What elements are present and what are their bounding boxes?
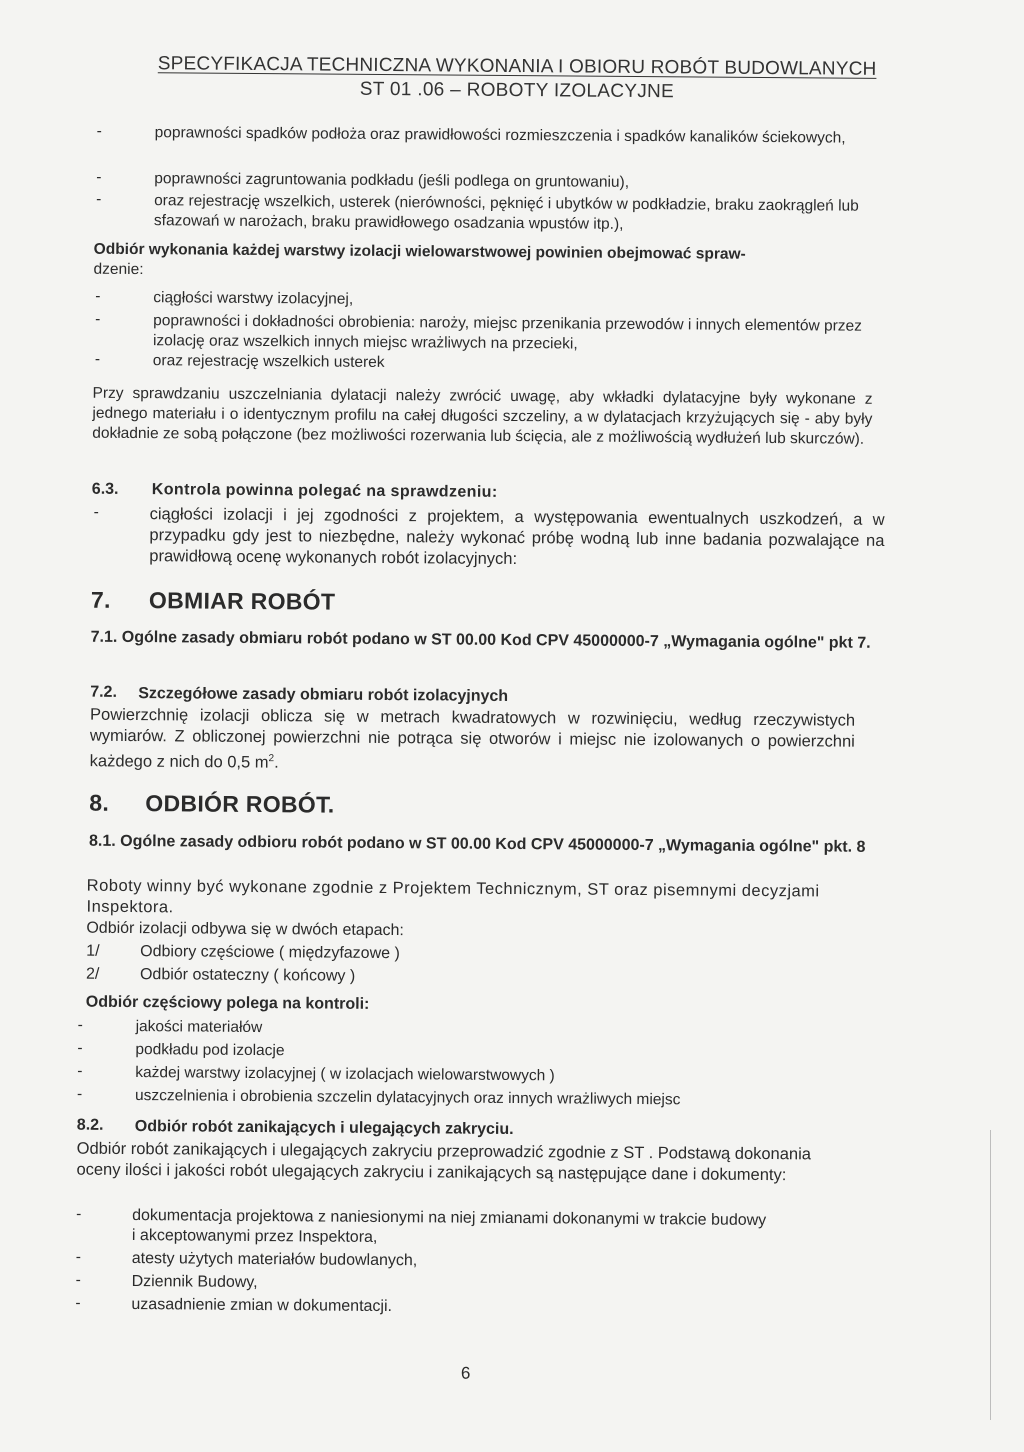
section-8-1: 8.1. Ogólne zasady odbioru robót podano w ST 00.00 Kod CPV 45000000-7 „Wymagania ogólne" pkt. 8	[88, 832, 866, 856]
list-item: jakości materiałów	[135, 1018, 263, 1037]
chapter-title: OBMIAR ROBÓT	[148, 587, 336, 615]
list-item: podkładu pod izolacje	[135, 1041, 285, 1060]
section-7-1: 7.1. Ogólne zasady obmiaru robót podano w ST 00.00 Kod CPV 45000000-7 „Wymagania ogólne" pkt 7.	[90, 628, 871, 652]
list-dash: -	[94, 350, 101, 368]
stage-label: Odbiór ostateczny ( końcowy )	[139, 966, 356, 985]
section-title: Odbiór robót zanikających i ulegających zakryciu.	[134, 1118, 514, 1139]
list-item: oraz rejestrację wszelkich usterek	[152, 352, 385, 371]
stage-label: Odbiory częściowe ( międzyfazowe )	[140, 943, 400, 963]
partial-acceptance-title: Odbiór częściowy polega na kontroli:	[85, 993, 370, 1013]
list-item: ciągłości warstwy izolacyjnej,	[153, 289, 354, 308]
list-dash: -	[75, 1294, 81, 1312]
list-dash: -	[95, 287, 101, 305]
stages-intro: Odbiór izolacji odbywa się w dwóch etapach:	[86, 919, 404, 940]
list-dash: -	[93, 503, 99, 521]
list-item: poprawności i dokładności obrobienia: naroży, miejsc przenikania przewodów i innych elementów przez izolację oraz wszelkich innych miejsc wrażliwych na przecieki,	[152, 312, 862, 353]
list-dash: -	[96, 122, 102, 140]
chapter-number: 7.	[90, 586, 111, 613]
list-item: uzasadnienie zmian w dokumentacji.	[131, 1296, 393, 1316]
spec-subtitle: ST 01 .06 – ROBOTY IZOLACYJNE	[359, 78, 675, 103]
spec-title: SPECYFIKACJA TECHNICZNA WYKONANIA I OBIORU ROBÓT BUDOWLANYCH	[157, 53, 877, 80]
list-dash: -	[96, 190, 102, 208]
list-dash: -	[77, 1062, 83, 1080]
multilayer-intro: Odbiór wykonania każdej warstwy izolacji wielowarstwowej powinien obejmować spraw- dzenie:	[93, 240, 746, 279]
stage-number: 2/	[85, 965, 100, 983]
list-item: uszczelnienia i obrobienia szczelin dylatacyjnych oraz innych wrażliwych miejsc	[135, 1087, 681, 1109]
list-item: atesty użytych materiałów budowlanych,	[131, 1250, 418, 1270]
list-dash: -	[77, 1085, 83, 1103]
concealed-works-paragraph: Odbiór robót zanikających i ulegających zakryciu przeprowadzić zgodnie z ST . Podstawą dokonania oceny ilości i jakości robót ulegających zakryciu i zanikających są następujące dane i dokumenty:	[76, 1139, 812, 1185]
section-title: Szczegółowe zasady obmiaru robót izolacyjnych	[138, 685, 509, 705]
chapter-number: 8.	[89, 789, 110, 816]
page-number: 6	[460, 1363, 471, 1383]
section-number: 7.2.	[90, 683, 117, 701]
list-dash: -	[95, 310, 101, 328]
list-item: Dziennik Budowy,	[131, 1273, 258, 1292]
list-item: dokumentacja projektowa z naniesionymi na niej zmianami dokonanymi w trakcie budowy i akceptowanymi przez Inspektora,	[131, 1207, 767, 1246]
section-title: Kontrola powinna polegać na sprawdzeniu:	[151, 481, 498, 501]
measurement-paragraph: Powierzchnię izolacji oblicza się w metrach kwadratowych w rozwinięciu, według rzeczywistych wymiarów. Z obliczonej powierzchni nie potrąca się otworów i miejsc nie izolowanych o powierzchni każdego z nich do 0,5 $m^2$.	[89, 705, 856, 772]
acceptance-paragraph: Roboty winny być wykonane zgodnie z Projektem Technicznym, ST oraz pisemnymi decyzjami Inspektora.	[86, 876, 820, 917]
scan-margin-line	[990, 1130, 991, 1420]
list-dash: -	[75, 1248, 82, 1266]
list-item: poprawności spadków podłoża oraz prawidłowości rozmieszczenia i spadków kanalików ściekowych,	[154, 124, 846, 147]
list-dash: -	[96, 168, 102, 186]
dilatation-paragraph: Przy sprawdzaniu uszczelniania dylatacji należy zwrócić uwagę, aby wkładki dylatacyjne były wykonane z jednego materiału i o identycznym profilu na całej długości szczeliny, a w dylatacjach krzyżujących się - aby były dokładnie ze sobą połączone (bez możliwości rozerwania lub ścięcia, ale z możliwością wydłużeń lub skurczów).	[92, 384, 873, 448]
chapter-title: ODBIÓR ROBÓT.	[145, 790, 335, 818]
list-dash: -	[77, 1016, 83, 1034]
list-item: każdej warstwy izolacyjnej ( w izolacjach wielowarstwowych )	[135, 1064, 555, 1085]
list-dash: -	[77, 1039, 83, 1057]
list-item: ciągłości izolacji i jej zgodności z projektem, a występowania ewentualnych uszkodzeń, a w przypadku gdy jest to niezbędne, należy wykonać próbę wodną lub inne badania pozwalające na prawidłową ocenę wykonanych robót izolacyjnych:	[149, 505, 885, 569]
list-dash: -	[76, 1205, 82, 1223]
section-number: 6.3.	[91, 480, 119, 498]
list-item: poprawności zagruntowania podkładu (jeśli podlega on gruntowaniu),	[154, 170, 630, 191]
stage-number: 1/	[86, 942, 100, 960]
list-dash: -	[75, 1271, 81, 1289]
list-item: oraz rejestrację wszelkich, usterek (nierówności, pęknięć i ubytków w podkładzie, braku zaokrągleń lub sfazowań w narożach, braku prawidłowego osadzania wpustów itp.),	[153, 192, 859, 233]
section-number: 8.2.	[76, 1116, 104, 1134]
